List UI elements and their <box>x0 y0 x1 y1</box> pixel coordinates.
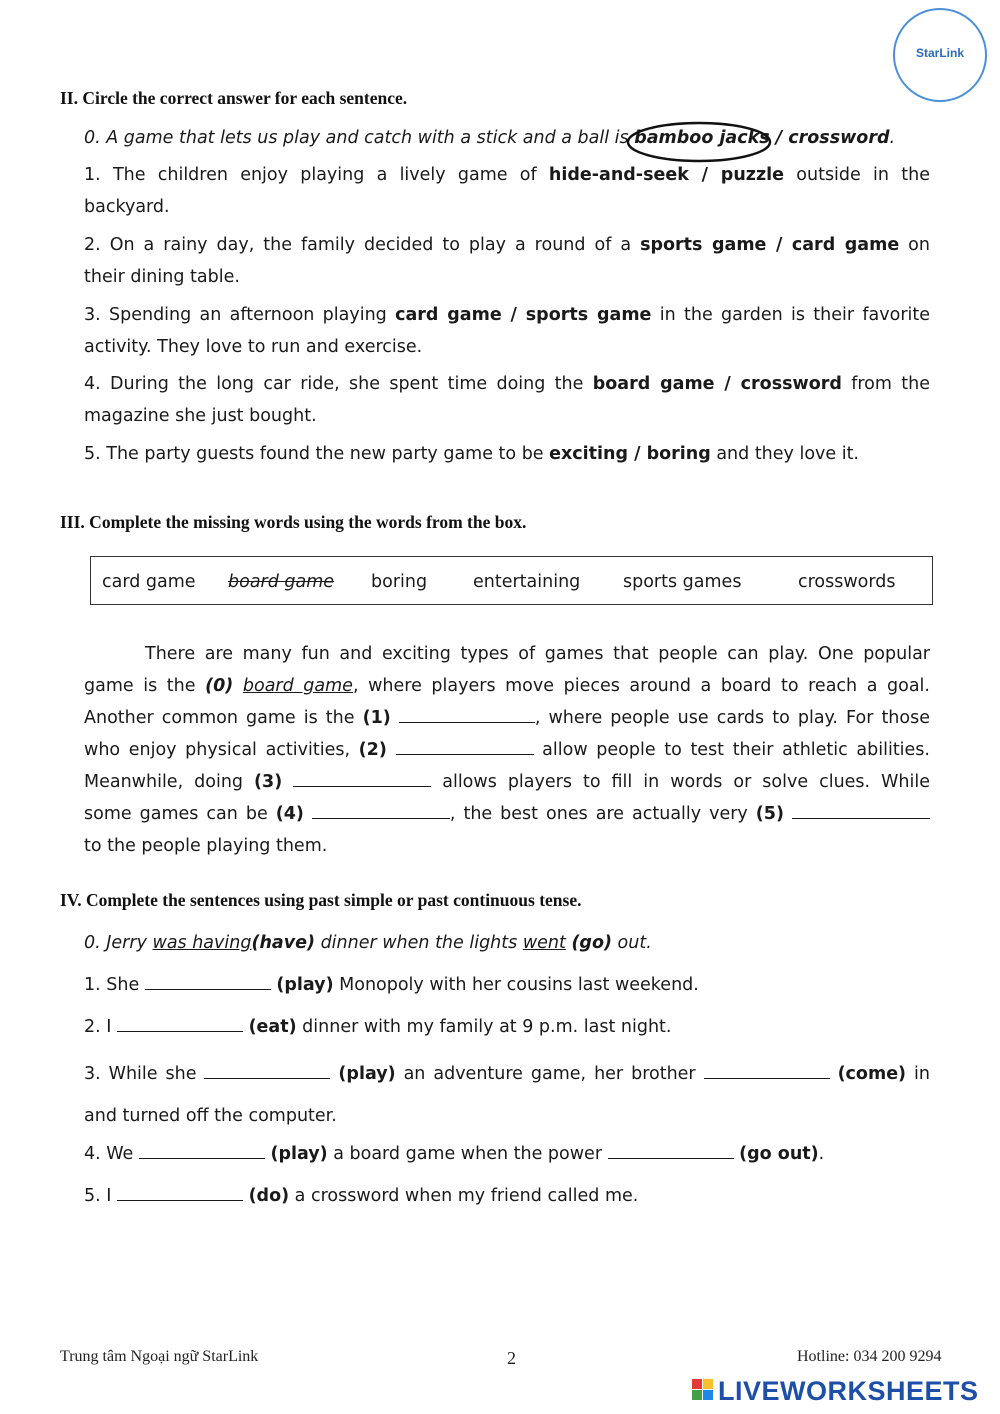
q4-blank-1[interactable] <box>139 1140 265 1159</box>
q4-blank-2[interactable] <box>608 1140 734 1159</box>
section-2-question-1: 1. The children enjoy playing a lively game of hide-and-seek / puzzle outside in the backyard. <box>84 165 930 217</box>
section-3-heading: III. Complete the missing words using the words from the box. <box>60 512 527 532</box>
section-4-question-0: 0. Jerry was having(have) dinner when the lights went (go) out. <box>84 933 652 953</box>
section-4-question-4: 4. We (play) a board game when the power (go out). <box>84 1138 930 1170</box>
section-4-question-1: 1. She (play) Monopoly with her cousins last weekend. <box>84 969 930 1001</box>
blank-3[interactable] <box>293 768 431 787</box>
section-4-question-5: 5. I (do) a crossword when my friend called me. <box>84 1180 930 1212</box>
q3-blank-2[interactable] <box>704 1060 830 1079</box>
section-3-paragraph: There are many fun and exciting types of games that people can play. One popular game is the (0) board game, where players move pieces around a board to reach a goal. Another common game is the (1) , where people use cards to play. For those who enjoy physical activities, (2) allow people to test their athletic abilities. Meanwhile, doing (3) allows players to fill in words or solve clues. While some games can be (4) , the best ones are actually very (5) to the people playing them. <box>84 644 930 856</box>
q2-options: sports game / card game <box>640 235 900 255</box>
logo-text: StarLink <box>915 46 964 60</box>
word-box-item: boring <box>371 572 428 592</box>
word-box-item: entertaining <box>473 572 581 592</box>
section-2-question-5: 5. The party guests found the new party game to be exciting / boring and they love it. <box>84 444 859 464</box>
q4-options: board game / crossword <box>592 374 842 394</box>
footer-hotline: Hotline: 034 200 9294 <box>797 1348 942 1365</box>
q5-options: exciting / boring <box>549 444 711 464</box>
q2-blank[interactable] <box>117 1013 243 1032</box>
example-answer: board game <box>242 676 353 696</box>
section-4-heading: IV. Complete the sentences using past simple or past continuous tense. <box>60 890 582 910</box>
q5-blank[interactable] <box>117 1182 243 1201</box>
section-2-question-4: 4. During the long car ride, she spent time doing the board game / crossword from the magazine she just bought. <box>84 374 930 426</box>
blank-2[interactable] <box>396 736 534 755</box>
liveworksheets-logo-icon <box>692 1379 714 1401</box>
word-box-item: sports games <box>623 572 742 592</box>
blank-5[interactable] <box>792 800 930 819</box>
q1-blank[interactable] <box>145 971 271 990</box>
word-box-item: crosswords <box>798 572 896 592</box>
starlink-logo <box>893 8 987 102</box>
q3-blank-1[interactable] <box>204 1060 330 1079</box>
q1-options: hide-and-seek / puzzle <box>548 165 785 185</box>
blank-1[interactable] <box>399 704 535 723</box>
section-2-question-3: 3. Spending an afternoon playing card game / sports game in the garden is their favorite activity. They love to run and exercise. <box>84 305 931 357</box>
word-box <box>90 556 933 605</box>
section-4-question-3: 3. While she (play) an adventure game, her brother (come) in and turned off the computer. <box>84 1053 930 1137</box>
q3-options: card game / sports game <box>395 305 652 325</box>
blank-4[interactable] <box>312 800 450 819</box>
circled-answer: bamboo jacks <box>634 128 769 148</box>
answer-circle <box>624 120 774 164</box>
section-2-heading: II. Circle the correct answer for each sentence. <box>60 88 408 108</box>
word-box-item: card game <box>102 572 196 592</box>
section-2-question-2: 2. On a rainy day, the family decided to play a round of a sports game / card game on their dining table. <box>84 235 930 287</box>
page-number: 2 <box>507 1348 516 1368</box>
footer-center-name: Trung tâm Ngoại ngữ StarLink <box>60 1348 259 1365</box>
section-4-question-2: 2. I (eat) dinner with my family at 9 p.m. last night. <box>84 1011 930 1043</box>
section-2-question-0: 0. A game that lets us play and catch with a stick and a ball is bamboo jacks / crossword. <box>84 122 930 154</box>
word-box-item-used: board game <box>228 572 335 592</box>
liveworksheets-brand[interactable]: LIVEWORKSHEETS <box>718 1376 979 1406</box>
